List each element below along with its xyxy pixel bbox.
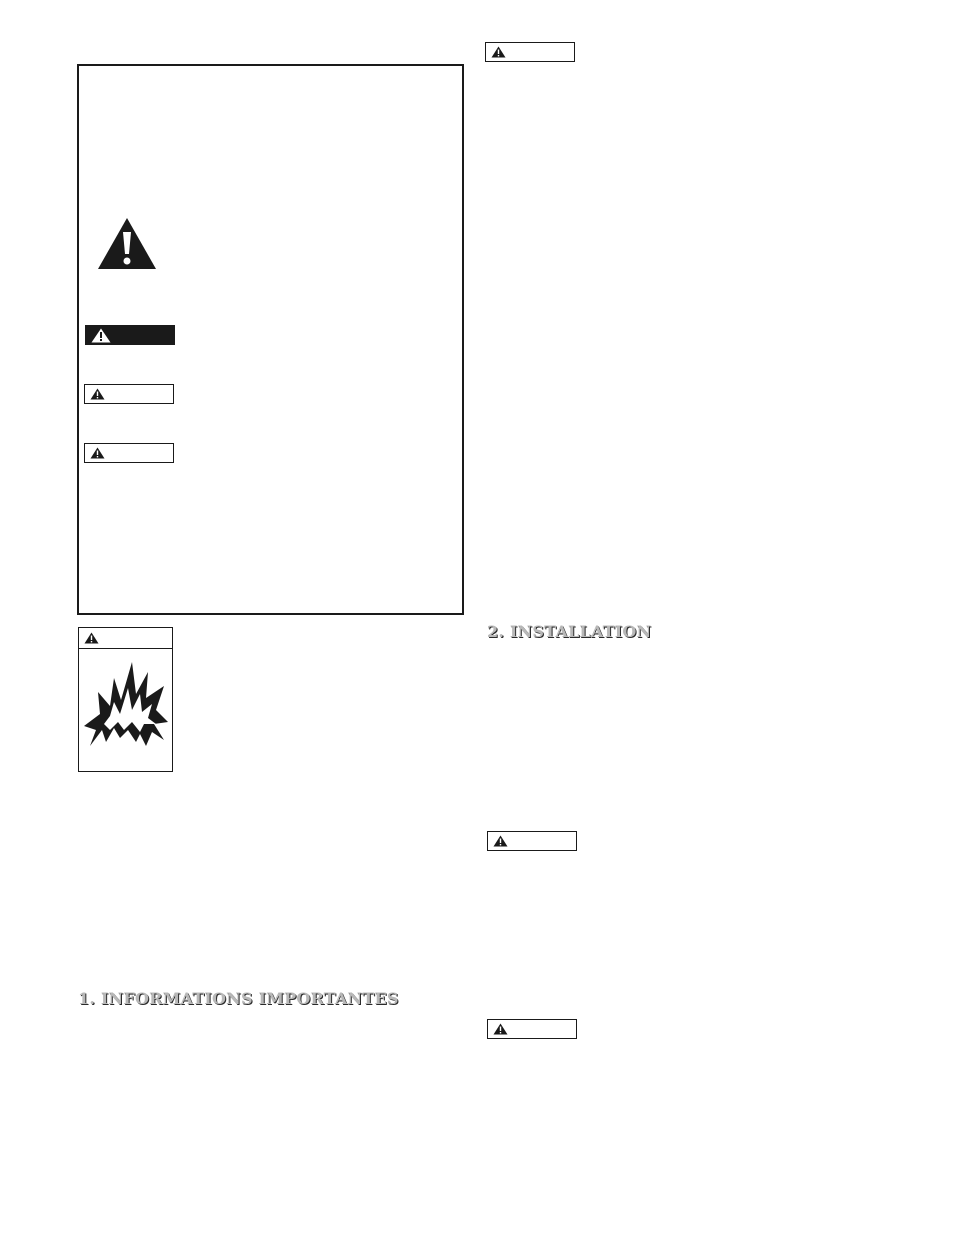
warning-label	[84, 384, 174, 404]
section-heading-important-info: 1. INFORMATIONS IMPORTANTES	[78, 989, 399, 1008]
explosion-hazard-panel	[78, 627, 173, 772]
warning-label-top-right	[485, 42, 575, 62]
warning-triangle-icon	[90, 388, 105, 400]
explosion-icon	[84, 658, 168, 758]
section-heading-installation: 2. INSTALLATION	[487, 622, 652, 641]
caution-label	[84, 443, 174, 463]
warning-triangle-icon	[91, 328, 111, 343]
warning-label-installation-1	[487, 831, 577, 851]
explosion-panel-header	[79, 628, 172, 649]
warning-label-installation-2	[487, 1019, 577, 1039]
warning-triangle-icon	[90, 447, 105, 459]
safety-alert-symbol-icon	[96, 216, 158, 271]
danger-label	[85, 325, 175, 345]
warning-triangle-icon	[493, 1023, 508, 1035]
warning-triangle-icon	[493, 835, 508, 847]
warning-triangle-icon	[84, 632, 99, 644]
warning-triangle-icon	[491, 46, 506, 58]
